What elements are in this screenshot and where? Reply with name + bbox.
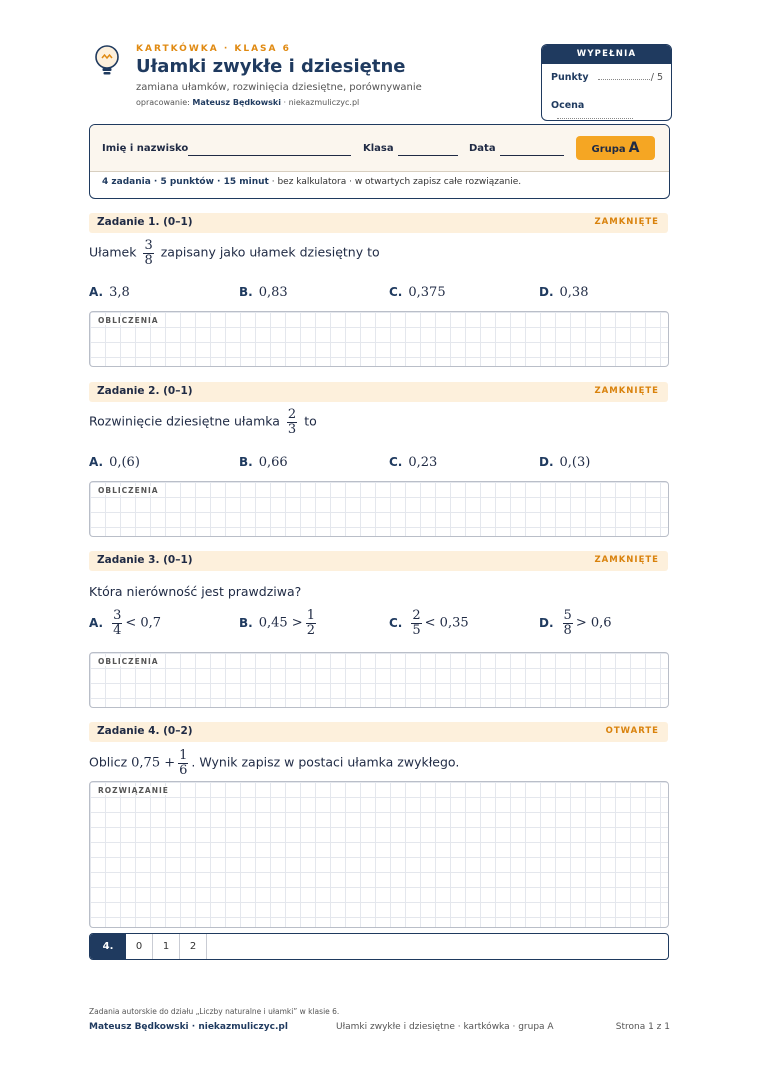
author-name: Mateusz Będkowski xyxy=(192,98,281,107)
task-1-header xyxy=(89,213,668,233)
option-letter: A. xyxy=(89,455,104,469)
option-letter: B. xyxy=(239,615,253,630)
task-3-option-c[interactable] xyxy=(389,609,469,637)
task-4-type: OTWARTE xyxy=(605,726,659,736)
task-4-expression: 0,75 + xyxy=(131,755,176,771)
score-cell-2[interactable]: 2 xyxy=(180,934,207,959)
task-1-fraction xyxy=(143,239,153,267)
page-subtitle: zamiana ułamków, rozwinięcia dziesiętne, porównywanie xyxy=(136,82,422,93)
fraction-denominator: 8 xyxy=(144,252,153,268)
author-prefix: opracowanie: xyxy=(136,98,190,107)
group-label: Grupa xyxy=(591,144,626,155)
task-2-heading: Zadanie 2. (0–1) xyxy=(97,385,193,397)
points-field[interactable] xyxy=(598,79,650,80)
task-3-option-b[interactable] xyxy=(239,609,319,637)
option-letter: A. xyxy=(89,285,104,299)
grade-field[interactable] xyxy=(557,118,633,119)
task-1-option-a[interactable] xyxy=(89,285,130,300)
test-summary xyxy=(102,177,521,187)
task-2-option-d[interactable] xyxy=(539,455,590,470)
task-1-work-area[interactable] xyxy=(89,311,669,367)
fraction-numerator: 2 xyxy=(287,407,297,422)
grade-label: Ocena xyxy=(551,100,585,111)
task-4-stem-after: . Wynik zapisz w postaci ułamka zwykłego. xyxy=(191,754,460,770)
task-2-question xyxy=(89,408,317,436)
task-1-heading: Zadanie 1. (0–1) xyxy=(97,216,193,228)
option-fraction xyxy=(112,609,122,637)
date-label: Data xyxy=(469,143,496,154)
option-fraction xyxy=(306,609,316,637)
task-2-type: ZAMKNIĘTE xyxy=(594,386,659,396)
fraction-denominator: 3 xyxy=(287,421,297,437)
points-max: / 5 xyxy=(650,72,663,83)
page-title: Ułamki zwykłe i dziesiętne xyxy=(136,56,406,77)
author-site: · niekazmuliczyc.pl xyxy=(283,98,360,107)
student-info-fields xyxy=(90,125,669,172)
teacher-box-title: WYPEŁNIA NAUCZYCIEL xyxy=(542,45,671,64)
option-fraction xyxy=(411,609,421,637)
option-value: 3,8 xyxy=(109,285,130,300)
teacher-box xyxy=(541,44,672,121)
class-label: Klasa xyxy=(363,143,394,154)
option-value: 0,66 xyxy=(258,455,288,470)
fraction-denominator: 6 xyxy=(179,762,188,778)
grade-row xyxy=(551,100,663,121)
option-letter: C. xyxy=(389,615,403,630)
task-2-option-b[interactable] xyxy=(239,455,288,470)
task-4-stem-before: Oblicz xyxy=(89,754,128,770)
score-cell-1[interactable]: 1 xyxy=(153,934,180,959)
fraction-denominator: 4 xyxy=(113,622,122,638)
points-label: Punkty xyxy=(551,72,589,83)
footer-note: Zadania autorskie do działu „Liczby naturalne i ułamki” w klasie 6. xyxy=(89,1007,340,1016)
summary-bold: 4 zadania · 5 punktów · 15 minut xyxy=(102,177,269,187)
author-line xyxy=(136,98,359,107)
option-letter: D. xyxy=(539,285,554,299)
fraction-numerator: 3 xyxy=(144,238,153,253)
task-4-fraction xyxy=(178,749,188,777)
task-1-stem-after: zapisany jako ułamek dziesiętny to xyxy=(160,244,380,260)
date-field[interactable] xyxy=(500,155,564,156)
task-3-work-area[interactable] xyxy=(89,652,669,708)
task-3-heading: Zadanie 3. (0–1) xyxy=(97,554,193,566)
task-1-option-d[interactable] xyxy=(539,285,588,300)
group-badge xyxy=(576,136,655,160)
option-letter: D. xyxy=(539,615,554,630)
task-2-stem-before: Rozwinięcie dziesiętne ułamka xyxy=(89,413,280,429)
footer-page-number: Strona 1 z 1 xyxy=(615,1022,670,1032)
task-1-option-b[interactable] xyxy=(239,285,288,300)
fraction-numerator: 3 xyxy=(113,608,122,623)
task-4-header xyxy=(89,722,668,742)
summary-rest: · bez kalkulatora · w otwartych zapisz całe rozwiązanie. xyxy=(271,177,522,187)
task-3-option-d[interactable] xyxy=(539,609,612,637)
task-2-fraction xyxy=(287,408,297,436)
option-value: 0,38 xyxy=(559,285,589,300)
fraction-numerator: 1 xyxy=(179,748,188,763)
task-3-question: Która nierówność jest prawdziwa? xyxy=(89,584,302,599)
option-value: 0,375 xyxy=(408,285,446,300)
option-value: 0,(3) xyxy=(559,455,591,470)
group-letter: A xyxy=(628,140,640,156)
footer-author: Mateusz Będkowski · niekazmuliczyc.pl xyxy=(89,1022,288,1032)
task-1-question xyxy=(89,239,380,267)
task-1-stem-before: Ułamek xyxy=(89,244,137,260)
option-value: 0,(6) xyxy=(109,455,140,470)
task-3-type: ZAMKNIĘTE xyxy=(594,555,659,565)
fraction-numerator: 2 xyxy=(412,608,421,623)
task-4-heading: Zadanie 4. (0–2) xyxy=(97,725,193,737)
lightbulb-logo-icon xyxy=(92,44,122,78)
task-4-scoring-strip xyxy=(89,933,669,960)
task-2-option-a[interactable] xyxy=(89,455,140,470)
option-letter: A. xyxy=(89,615,104,630)
class-field[interactable] xyxy=(398,155,458,156)
footer-center: Ułamki zwykłe i dziesiętne · kartkówka · grupa A xyxy=(336,1022,554,1032)
task-4-question xyxy=(89,749,459,777)
task-2-work-area[interactable] xyxy=(89,481,669,537)
work-area-label: ROZWIĄZANIE xyxy=(98,786,169,795)
task-3-option-a[interactable] xyxy=(89,609,161,637)
option-letter: D. xyxy=(539,455,554,469)
name-field[interactable] xyxy=(188,155,351,156)
task-2-header xyxy=(89,382,668,402)
fraction-numerator: 5 xyxy=(563,608,572,623)
task-1-type: ZAMKNIĘTE xyxy=(594,217,659,227)
points-row xyxy=(551,72,663,83)
fraction-denominator: 2 xyxy=(306,622,315,638)
task-2-stem-after: to xyxy=(304,413,317,429)
task-4-work-area[interactable] xyxy=(89,781,669,928)
option-relation: < 0,7 xyxy=(125,615,162,631)
task-3-header xyxy=(89,551,668,571)
score-cell-0[interactable]: 0 xyxy=(126,934,153,959)
option-letter: B. xyxy=(239,285,253,299)
task-2-option-c[interactable] xyxy=(389,455,437,470)
option-letter: C. xyxy=(389,455,403,469)
option-letter: C. xyxy=(389,285,403,299)
worksheet-kicker: KARTKÓWKA · KLASA 6 xyxy=(136,44,291,54)
fraction-denominator: 5 xyxy=(412,622,421,638)
task-1-option-c[interactable] xyxy=(389,285,446,300)
option-fraction xyxy=(563,609,573,637)
option-value: 0,23 xyxy=(408,455,438,470)
option-letter: B. xyxy=(239,455,253,469)
option-relation: > 0,6 xyxy=(575,615,612,631)
scoring-task-number: 4. xyxy=(90,934,126,959)
fraction-numerator: 1 xyxy=(306,608,315,623)
option-relation: 0,45 > xyxy=(258,615,303,631)
work-area-label: OBLICZENIA xyxy=(98,316,159,325)
work-area-label: OBLICZENIA xyxy=(98,657,159,666)
option-relation: < 0,35 xyxy=(424,615,469,631)
work-area-label: OBLICZENIA xyxy=(98,486,159,495)
option-value: 0,83 xyxy=(258,285,288,300)
fraction-denominator: 8 xyxy=(563,622,572,638)
name-label: Imię i nazwisko xyxy=(102,143,189,154)
student-info-box xyxy=(89,124,670,199)
